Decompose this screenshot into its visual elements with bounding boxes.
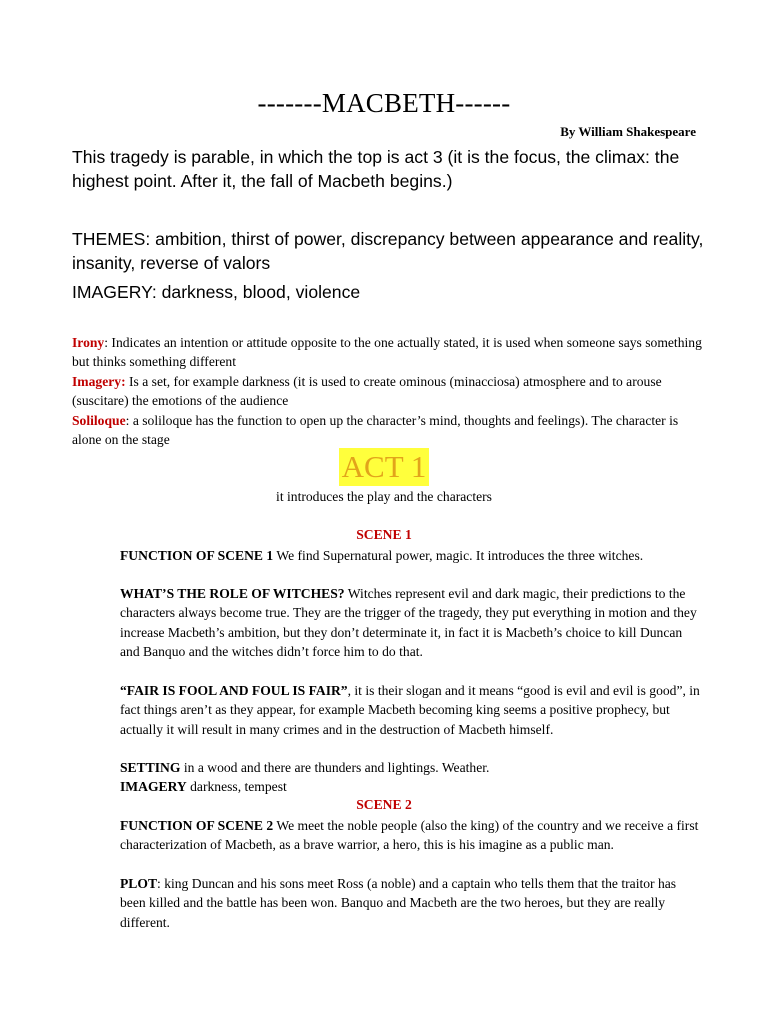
paragraph-text: Witches represent evil and dark magic, their predictions to the characters always become true. They are the trigger of the tragedy, they put everything in motion and they increase Macbeth’s ambition, but they don’t determinate it, in fact it is Macbeth’s choice to kill Duncan and Banquo and the witches didn’t force him to do that. xyxy=(120,586,697,659)
paragraph-text: in a wood and there are thunders and lightings. Weather. xyxy=(180,760,490,775)
scene-1-setting xyxy=(120,758,700,777)
paragraph-text: : king Duncan and his sons meet Ross (a noble) and a captain who tells them that the traitor has been killed and the battle has been won. Banquo and Macbeth are the two heroes, but they are really different. xyxy=(120,876,677,930)
scene-1-function xyxy=(120,546,700,565)
act-title: ACT 1 xyxy=(339,448,430,486)
definition-text: Indicates an intention or attitude opposite to the one actually stated, it is used when someone says something but thinks something different xyxy=(72,335,702,369)
definition-term: Soliloque xyxy=(72,413,126,428)
definition-soliloque xyxy=(72,411,702,449)
paragraph-text: We find Supernatural power, magic. It introduces the three witches. xyxy=(273,548,644,563)
paragraph-label: SETTING xyxy=(120,760,181,775)
scene-2-heading: SCENE 2 xyxy=(356,797,412,812)
definition-separator: : xyxy=(104,335,112,350)
definition-imagery xyxy=(72,372,702,410)
author-line: By William Shakespeare xyxy=(560,124,696,139)
paragraph-label: IMAGERY xyxy=(120,779,187,794)
intro-paragraph: This tragedy is parable, in which the top is act 3 (it is the focus, the climax: the highest point. After it, the fall of Macbeth begins.) xyxy=(72,147,680,191)
scene-1-heading: SCENE 1 xyxy=(356,527,412,542)
imagery-line: IMAGERY: darkness, blood, violence xyxy=(72,282,361,302)
themes-line: THEMES: ambition, thirst of power, discrepancy between appearance and reality, insanity, reverse of valors xyxy=(72,229,704,273)
act-heading-container xyxy=(0,448,768,486)
paragraph-label: FUNCTION OF SCENE 1 xyxy=(120,548,274,563)
paragraph-label: WHAT’S THE ROLE OF WITCHES? xyxy=(120,586,345,601)
scene-2-function xyxy=(120,816,700,855)
scene-1-imagery xyxy=(120,777,700,796)
scene-2-plot xyxy=(120,874,700,932)
paragraph-text: , it is their slogan and it means “good is evil and evil is good”, in fact things aren’t as they appear, for example Macbeth becoming king seems a positive prophecy, but actually it will result in many crimes and in the destruction of Macbeth himself. xyxy=(120,683,700,737)
definition-term: Imagery: xyxy=(72,374,126,389)
act-subtitle: it introduces the play and the characters xyxy=(276,489,492,504)
definition-separator: : xyxy=(125,413,133,428)
scene-1-slogan xyxy=(120,681,700,739)
document-title: -------MACBETH------ xyxy=(257,88,511,118)
paragraph-text: darkness, tempest xyxy=(186,779,287,794)
definition-irony xyxy=(72,333,702,371)
definition-term: Irony xyxy=(72,335,105,350)
paragraph-label: FUNCTION OF SCENE 2 xyxy=(120,818,274,833)
definition-text: a soliloque has the function to open up the character’s mind, thoughts and feelings). The character is alone on the stage xyxy=(72,413,679,447)
paragraph-label: PLOT xyxy=(120,876,158,891)
definition-text: Is a set, for example darkness (it is used to create ominous (minacciosa) atmosphere and to arouse (suscitare) the emotions of the audience xyxy=(72,374,662,408)
paragraph-label: “FAIR IS FOOL AND FOUL IS FAIR” xyxy=(120,683,348,698)
paragraph-text: We meet the noble people (also the king) of the country and we receive a first characterization of Macbeth, as a brave warrior, a hero, this is his imagine as a public man. xyxy=(120,818,699,853)
scene-1-witches-role xyxy=(120,584,700,661)
